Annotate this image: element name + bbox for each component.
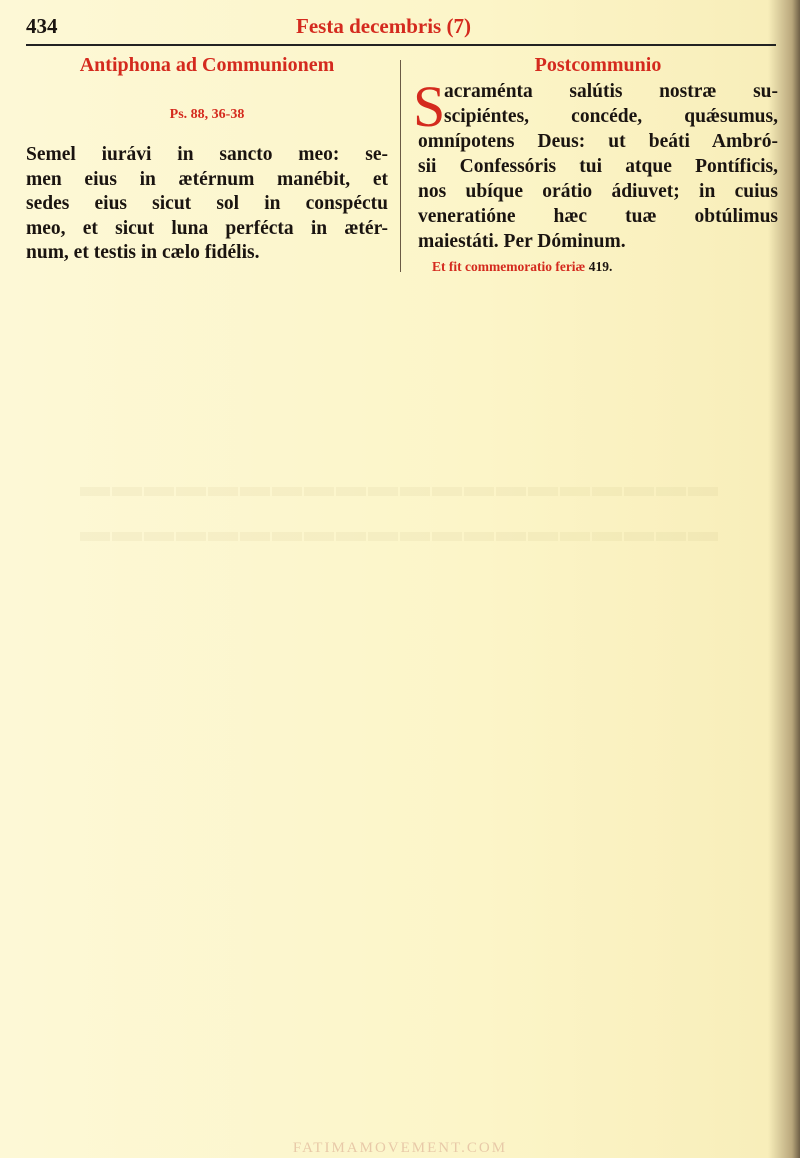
bleed-through-decoration: ▬▬▬▬▬▬▬▬▬▬▬▬▬▬▬▬▬▬▬▬ [80,515,720,548]
column-divider [400,60,401,272]
text-line: men eius in ætérnum manébit, et [26,168,388,190]
text-line: nos ubíque orátio ádiuvet; in cuius [418,181,778,202]
bleed-through-decoration: ▬▬▬▬▬▬▬▬▬▬▬▬▬▬▬▬▬▬▬▬ [80,470,720,503]
text-line: veneratióne hæc tuæ obtúlimus [418,206,778,227]
text-line: omnípotens Deus: ut beáti Ambró- [418,131,778,152]
postcommunion-prayer [413,74,778,254]
text-line: sedes eius sicut sol in conspéctu [26,193,388,214]
rubric [432,259,778,275]
running-title: Festa decembris (7) [296,14,471,38]
watermark: FATIMAMOVEMENT.COM [292,1140,508,1156]
text-line: Semel iurávi in sancto meo: se- [26,144,388,165]
text-line: meo, et sicut luna perfécta in ætér- [26,217,388,239]
text-line: maiestáti. Per Dóminum. [418,231,626,252]
drop-cap: S [413,74,446,139]
text-line: sii Confessóris tui atque Pontíficis, [418,156,778,177]
antiphon-text [26,143,388,266]
rubric-page-ref: 419. [588,259,613,274]
section-heading: Postcommunio [534,54,662,76]
postcommunion-column [413,54,778,275]
text-line: scipiéntes, concéde, quǽsumus, [444,106,778,127]
text-line: num, et testis in cælo fidélis. [26,242,260,263]
section-heading: Antiphona ad Communionem [79,54,335,76]
text-line: acraménta salútis nostræ su- [444,81,778,102]
page-header [26,14,776,46]
communion-antiphon-column [26,54,388,266]
rubric-text: Et fit commemoratio feriæ [432,259,586,274]
psalm-reference: Ps. 88, 36-38 [169,107,245,122]
page-number: 434 [26,14,58,38]
